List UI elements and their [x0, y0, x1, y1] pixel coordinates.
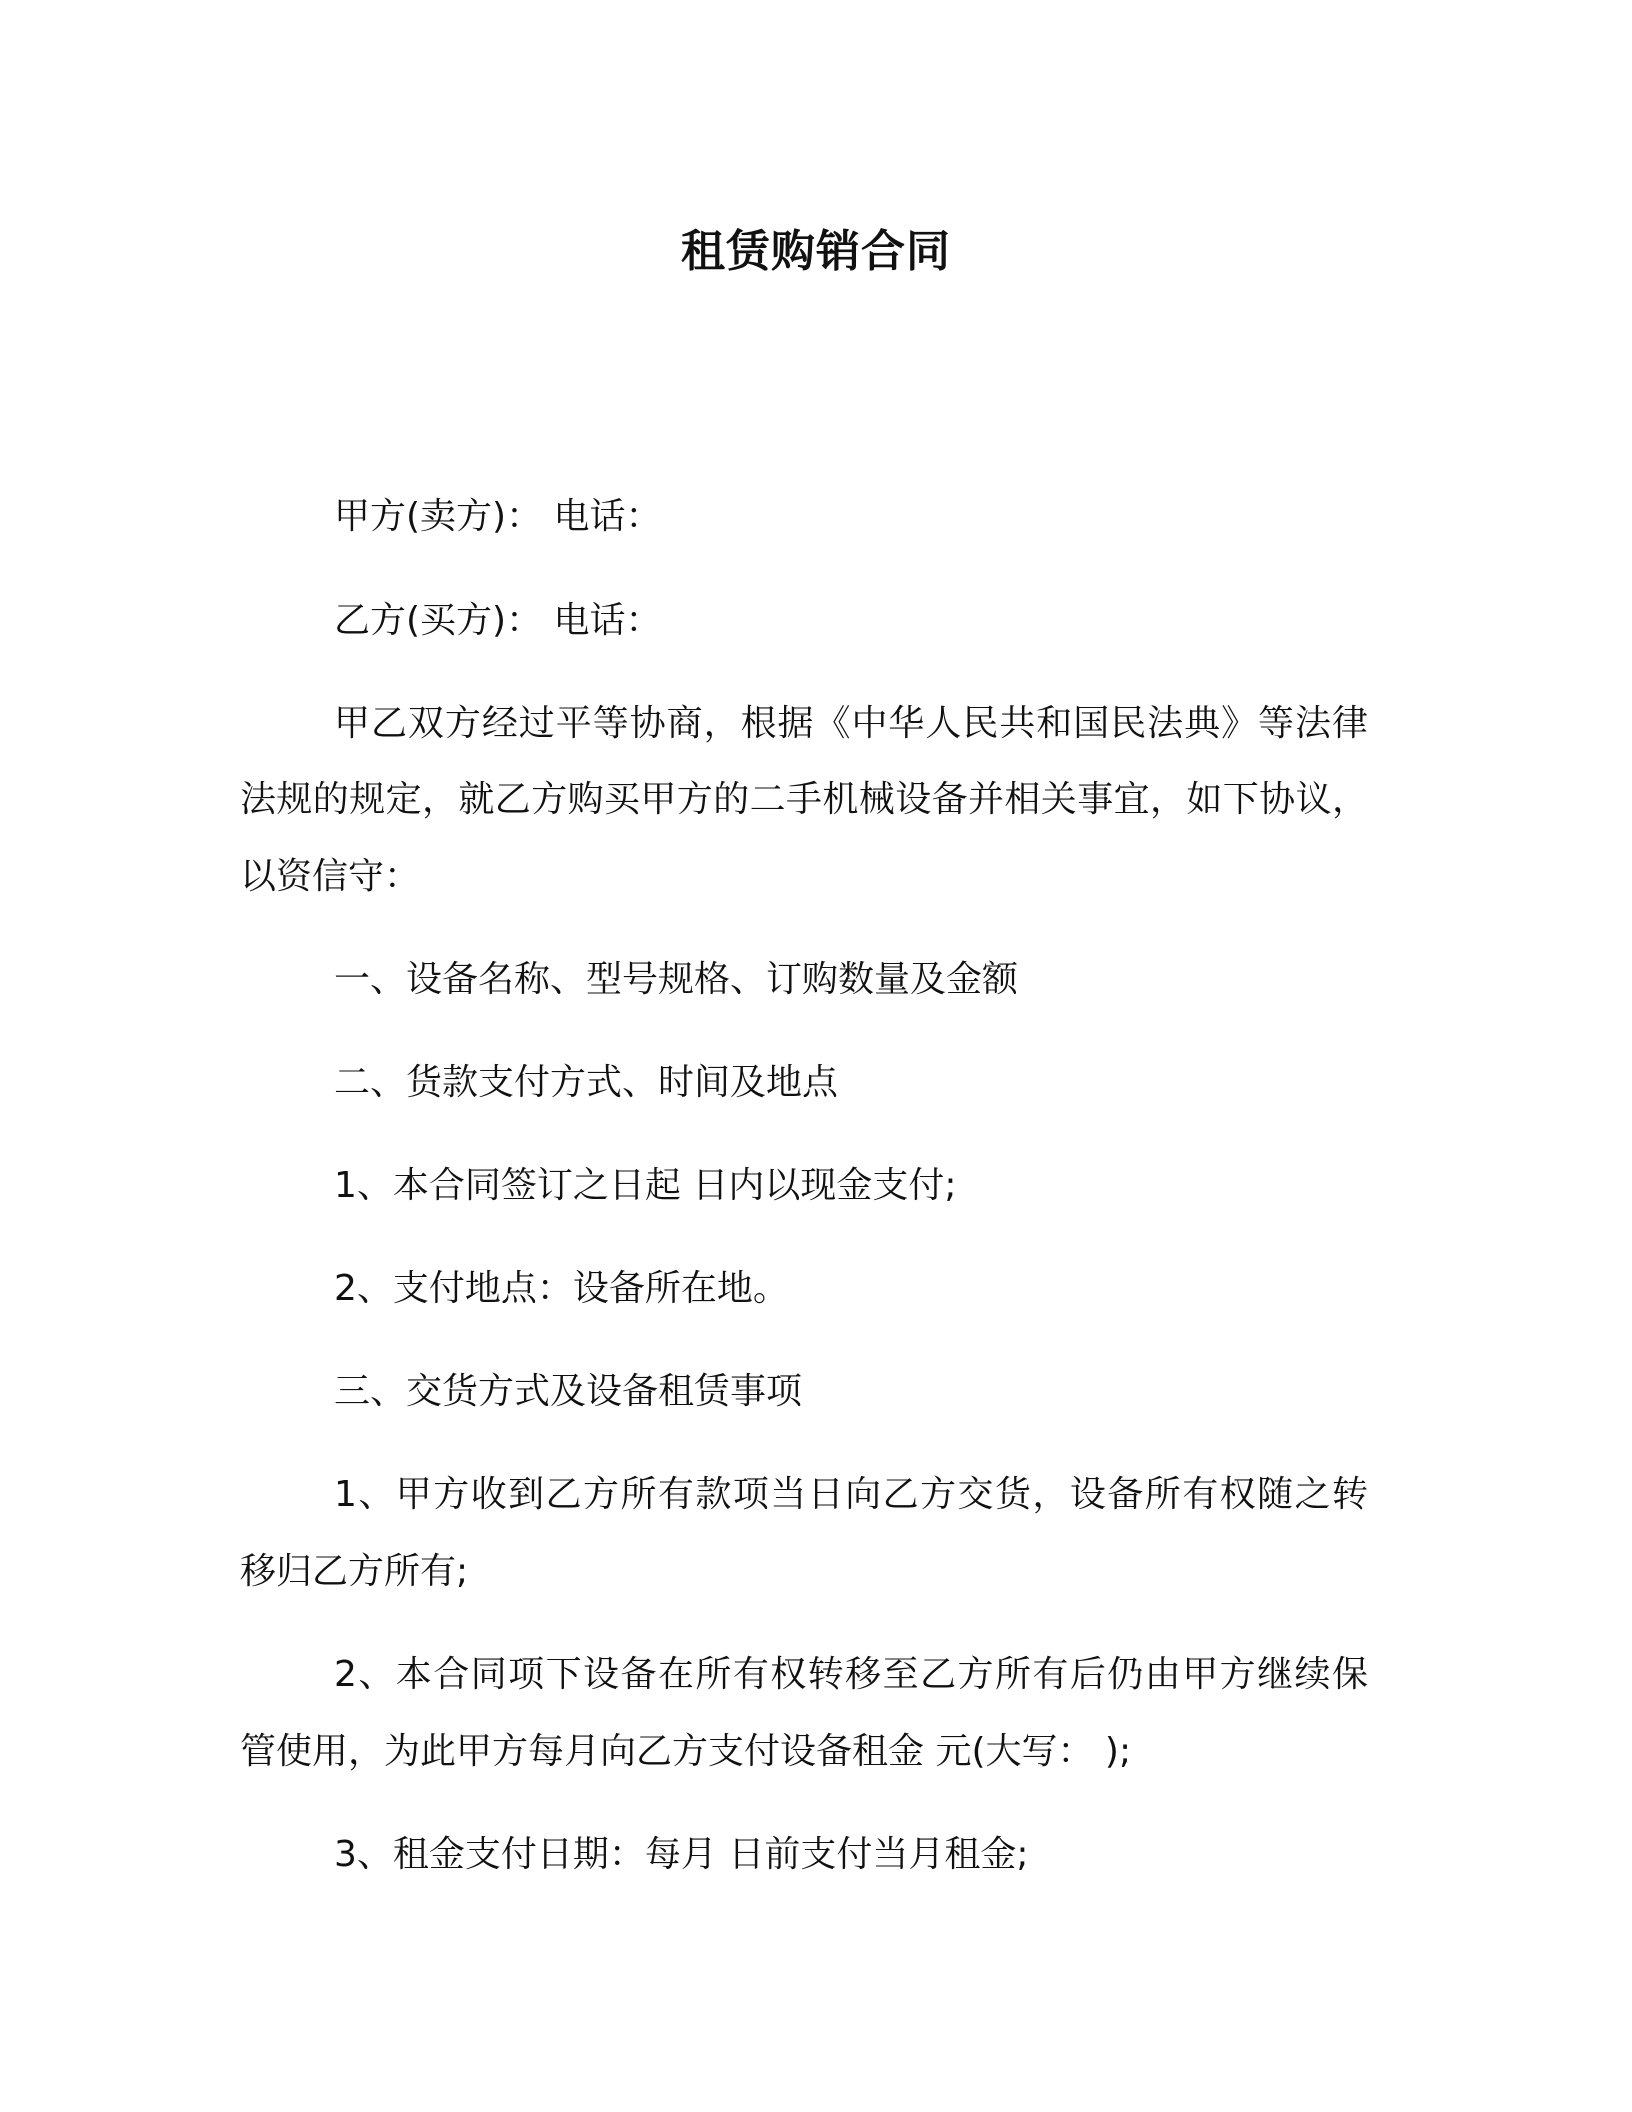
intro-paragraph-line: 甲乙双方经过平等协商，根据《中华人民共和国民法典》等法律 — [334, 703, 1368, 744]
section-3-item-1-line: 1、甲方收到乙方所有款项当日向乙方交货，设备所有权随之转 — [334, 1474, 1368, 1515]
section-2-item-1: 1、本合同签订之日起 日内以现金支付; — [334, 1165, 957, 1206]
document-title: 租赁购销合同 — [681, 226, 951, 277]
section-3-item-1-line: 移归乙方所有; — [240, 1551, 469, 1592]
section-heading-2: 二、货款支付方式、时间及地点 — [334, 1062, 839, 1103]
intro-paragraph-line: 法规的规定，就乙方购买甲方的二手机械设备并相关事宜，如下协议， — [240, 779, 1368, 820]
party-a-line: 甲方(卖方)： 电话： — [334, 496, 662, 537]
party-b-line: 乙方(买方)： 电话： — [334, 600, 662, 641]
section-2-item-2: 2、支付地点：设备所在地。 — [334, 1268, 789, 1309]
section-3-item-2-line: 2、本合同项下设备在所有权转移至乙方所有后仍由甲方继续保 — [334, 1654, 1368, 1695]
section-heading-1: 一、设备名称、型号规格、订购数量及金额 — [334, 959, 1019, 1000]
section-3-item-3: 3、租金支付日期：每月 日前支付当月租金; — [334, 1834, 1029, 1875]
section-heading-3: 三、交货方式及设备租赁事项 — [334, 1371, 803, 1412]
intro-paragraph-line: 以资信守： — [240, 856, 421, 897]
section-3-item-2-line: 管使用，为此甲方每月向乙方支付设备租金 元(大写： ); — [240, 1731, 1132, 1772]
